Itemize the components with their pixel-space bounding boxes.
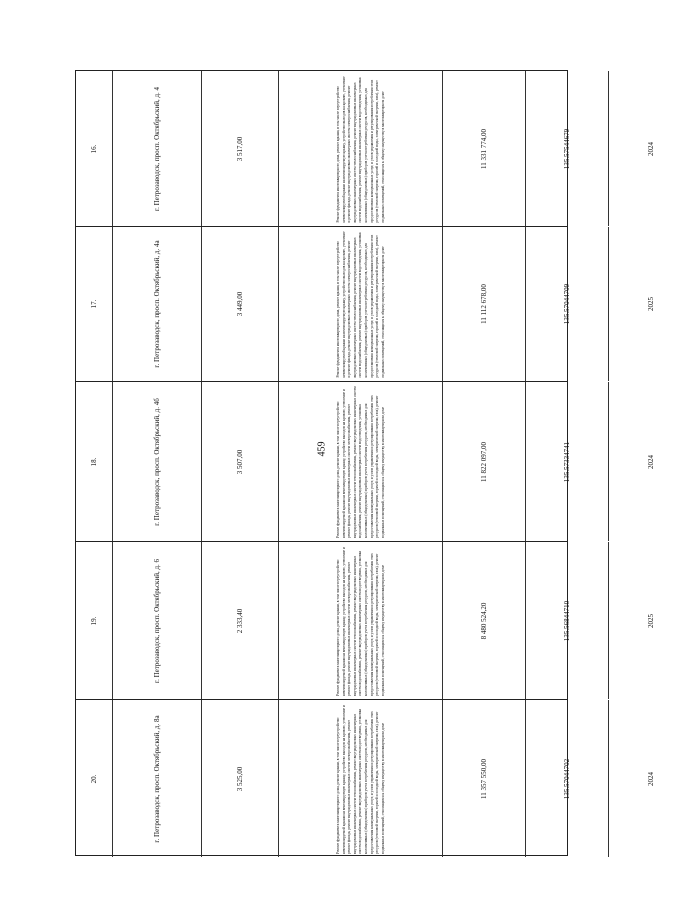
row-number-cell (76, 382, 112, 541)
row-number-text: 17. (90, 299, 98, 309)
address-cell (112, 71, 201, 226)
row-number-cell (76, 700, 112, 857)
year-text: 2025 (647, 297, 655, 311)
row-number-text: 19. (90, 616, 98, 625)
area-cell (201, 542, 278, 699)
year-cell (608, 542, 693, 699)
row-number-cell (76, 71, 112, 226)
cost-text: 11 822 097,00 (480, 441, 488, 482)
table-row (76, 226, 655, 381)
row-number-text: 20. (90, 774, 98, 783)
code-cell (525, 700, 608, 857)
year-cell (608, 71, 693, 226)
works-cell (278, 227, 442, 381)
row-number-text: 18. (90, 457, 98, 466)
table-row (76, 541, 655, 699)
works-text: Ремонт фундамента многоквартирного дома, ремонт крыши, в том числе переустройство невентилируемой крыши на вентилируемую крышу, устройство выходов на кровлю, утепление и ремонт фасада, ремонт внутридомовых инженерных систем электроснабжения, ремонт внутридомовых инженерных систем теплоснабжения, ремонт внутридомовых инженерных систем водоснабжения, ремонт внутридомовых инженерных систем водоотведения, установка коллективных (общедомовых) приборов учета потребления ресурсов, необходимых для предоставления коммунальных услуг, и узлов управления и регулирования потребления этих ресурсов (тепловой энергии, горячей и холодной воды, электрической энергии, газа), ремонт подвальных помещений, относящихся к общему имуществу в многоквартирном доме (335, 231, 385, 378)
code-text: 135.57334741 (563, 441, 571, 482)
cost-cell (442, 227, 525, 381)
cost-text: 11 331 774,00 (480, 128, 488, 169)
year-text: 2024 (647, 771, 655, 786)
code-text: 135.57544679 (563, 128, 571, 169)
works-cell (278, 700, 442, 857)
table-row (76, 699, 655, 857)
code-text: 135.57044702 (563, 758, 571, 799)
works-text: Ремонт фундамента многоквартирного дома, ремонт крыши, в том числе переустройство невентилируемой крыши на вентилируемую крышу, устройство выходов на кровлю, утепление и ремонт фасада, ремонт внутридомовых инженерных систем электроснабжения, ремонт внутридомовых инженерных систем теплоснабжения, ремонт внутридомовых инженерных систем водоснабжения, ремонт внутридомовых инженерных систем водоотведения, установка коллективных (общедомовых) приборов учета потребления ресурсов, необходимых для предоставления коммунальных услуг, и узлов управления и регулирования потребления этих ресурсов (тепловой энергии, горячей и холодной воды, электрической энергии, газа), ремонт подвальных помещений, относящихся к общему имуществу в многоквартирном доме (335, 704, 385, 854)
cost-cell (442, 382, 525, 541)
area-cell (201, 382, 278, 541)
address-text: г. Петрозаводск, просп. Октябрьский, д. 4 (153, 86, 161, 211)
area-cell (201, 71, 278, 226)
code-cell (525, 227, 608, 381)
address-text: г. Петрозаводск, просп. Октябрьский, д. 6 (153, 558, 161, 683)
works-cell (278, 542, 442, 699)
area-cell (201, 227, 278, 381)
cost-text: 11 112 678,00 (480, 284, 488, 324)
address-text: г. Петрозаводск, просп. Октябрьский, д. 4а (153, 240, 161, 368)
cost-cell (442, 700, 525, 857)
works-text: Ремонт фундамента многоквартирного дома, ремонт крыши, в том числе переустройство невентилируемой крыши на вентилируемую крышу, устройство выходов на кровлю, утепление и ремонт фасада, ремонт внутридомовых инженерных систем электроснабжения, ремонт внутридомовых инженерных систем теплоснабжения, ремонт внутридомовых инженерных систем водоснабжения, ремонт внутридомовых инженерных систем водоотведения, установка коллективных (общедомовых) приборов учета потребления ресурсов, необходимых для предоставления коммунальных услуг, и узлов управления и регулирования потребления этих ресурсов (тепловой энергии, горячей и холодной воды, электрической энергии, газа), ремонт подвальных помещений, относящихся к общему имуществу в многоквартирном доме (335, 385, 385, 538)
cost-cell (442, 71, 525, 226)
address-cell (112, 227, 201, 381)
cost-text: 8 480 524,20 (480, 602, 488, 639)
code-cell (525, 382, 608, 541)
table-row (76, 381, 655, 541)
address-text: г. Петрозаводск, просп. Октябрьский, д. 8а (153, 714, 161, 843)
year-cell (608, 700, 693, 857)
cost-cell (442, 542, 525, 699)
row-number-cell (76, 542, 112, 699)
address-text: г. Петрозаводск, просп. Октябрьский, д. 4б (153, 397, 161, 526)
year-cell (608, 382, 693, 541)
address-cell (112, 542, 201, 699)
row-number-text: 16. (90, 144, 98, 153)
year-text: 2024 (647, 454, 655, 469)
works-text: Ремонт фундамента многоквартирного дома, ремонт крыши, в том числе переустройство невентилируемой крыши на вентилируемую крышу, устройство выходов на кровлю, утепление и ремонт фасада, ремонт внутридомовых инженерных систем электроснабжения, ремонт внутридомовых инженерных систем теплоснабжения, ремонт внутридомовых инженерных систем водоснабжения, ремонт внутридомовых инженерных систем водоотведения, установка коллективных (общедомовых) приборов учета потребления ресурсов, необходимых для предоставления коммунальных услуг, и узлов управления и регулирования потребления этих ресурсов (тепловой энергии, горячей и холодной воды, электрической энергии, газа), ремонт подвальных помещений, относящихся к общему имуществу в многоквартирном доме (335, 75, 385, 222)
code-cell (525, 71, 608, 226)
works-cell (278, 382, 442, 541)
address-cell (112, 700, 201, 857)
row-number-cell (76, 227, 112, 381)
address-cell (112, 382, 201, 541)
year-cell (608, 227, 693, 381)
code-cell (525, 542, 608, 699)
works-cell (278, 71, 442, 226)
code-text: 135.57044709 (563, 283, 571, 325)
area-text: 3 507,00 (236, 449, 244, 474)
area-text: 2 333,40 (236, 608, 244, 633)
works-table (75, 70, 655, 856)
area-cell (201, 700, 278, 857)
page-number: 459 (316, 441, 328, 457)
area-text: 3 525,00 (236, 766, 244, 791)
area-text: 3 449,00 (236, 291, 244, 317)
code-text: 135.56844710 (563, 600, 571, 641)
year-text: 2024 (647, 141, 655, 156)
table-row (76, 71, 655, 226)
works-text: Ремонт фундамента многоквартирного дома, ремонт крыши, в том числе переустройство невентилируемой крыши на вентилируемую крышу, устройство выходов на кровлю, утепление и ремонт фасада, ремонт внутридомовых инженерных систем электроснабжения, ремонт внутридомовых инженерных систем теплоснабжения, ремонт внутридомовых инженерных систем водоснабжения, ремонт внутридомовых инженерных систем водоотведения, установка коллективных (общедомовых) приборов учета потребления ресурсов, необходимых для предоставления коммунальных услуг, и узлов управления и регулирования потребления этих ресурсов (тепловой энергии, горячей и холодной воды, электрической энергии, газа), ремонт подвальных помещений, относящихся к общему имуществу в многоквартирном доме (335, 546, 385, 696)
area-text: 3 517,00 (236, 136, 244, 161)
cost-text: 11 357 550,00 (480, 758, 488, 799)
year-text: 2025 (647, 613, 655, 628)
